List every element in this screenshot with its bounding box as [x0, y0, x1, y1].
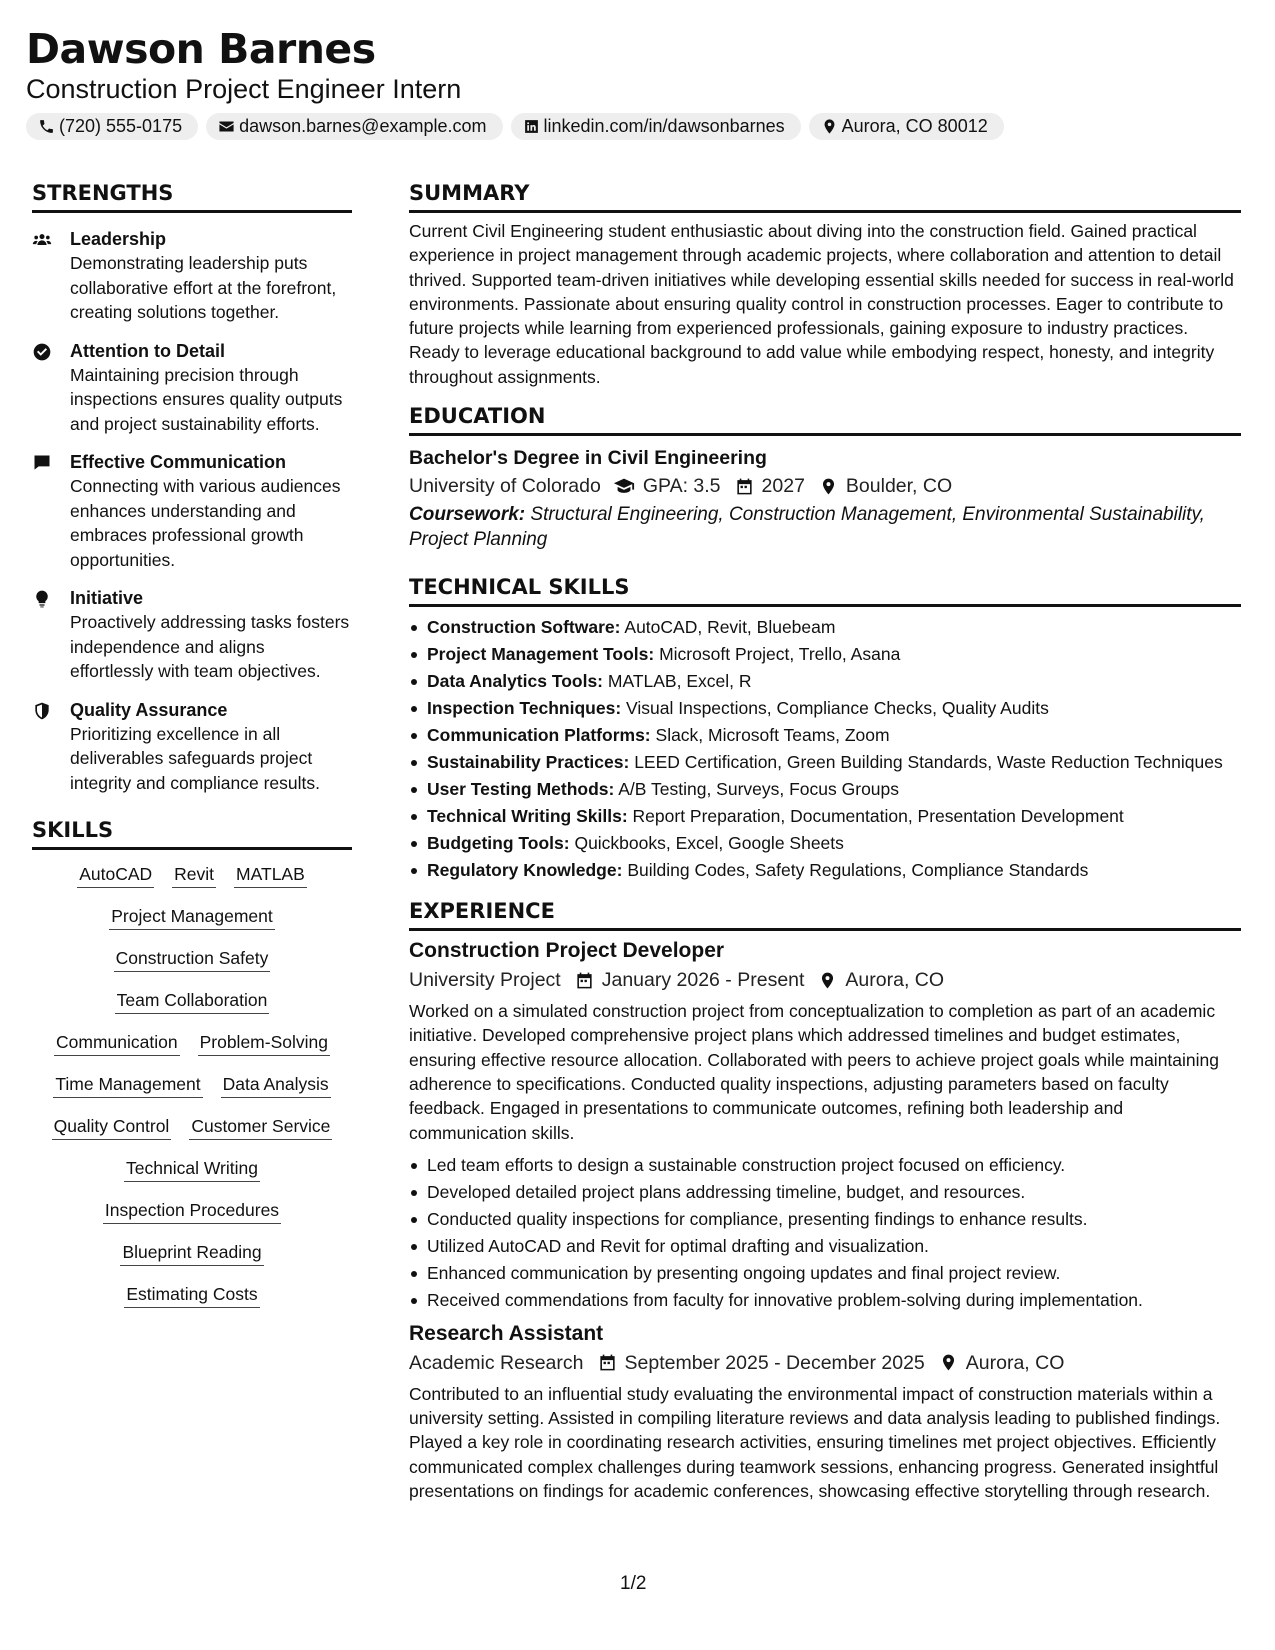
job-dates: September 2025 - December 2025	[624, 1351, 925, 1374]
skill-row	[115, 988, 270, 1014]
skill-tag: Data Analysis	[221, 1072, 331, 1098]
job-title: Construction Project Developer	[409, 939, 725, 963]
skill-tag: Communication	[54, 1030, 180, 1056]
candidate-title: Construction Project Engineer Intern	[26, 74, 462, 104]
location-pin-icon	[818, 971, 837, 990]
list-item	[409, 642, 1241, 666]
contact-location-text: Aurora, CO 80012	[841, 116, 988, 136]
technical-skills-heading: TECHNICAL SKILLS	[409, 572, 1241, 607]
contact-bar	[26, 113, 1250, 140]
school-name: University of Colorado	[409, 475, 601, 498]
skill-row	[124, 1156, 260, 1182]
strengths-heading: STRENGTHS	[32, 178, 352, 213]
degree-title: Bachelor's Degree in Civil Engineering	[409, 447, 767, 470]
skill-row	[54, 1030, 330, 1056]
strength-desc: Prioritizing excellence in all deliverables safeguards project integrity and compliance results.	[70, 723, 320, 793]
job-org: University Project	[409, 969, 561, 992]
strength-desc: Connecting with various audiences enhances understanding and embraces professional growth opportunities.	[70, 476, 341, 570]
skill-category: Data Analytics Tools:	[427, 671, 604, 692]
skill-tag: Customer Service	[189, 1114, 332, 1140]
education-location: Boulder, CO	[845, 475, 953, 498]
coursework	[409, 503, 1241, 552]
job-description: Contributed to an influential study evaluating the environmental impact of construction materials within a university setting. Assisted in compiling literature reviews and data analysis leading to published findings. Played a key role in coordinating research activities, ensuring timelines met project objectives. Efficiently communicated complex challenges during teamwork sessions, enhancing progress. Generated insightful presentations on findings for academic conferences, showcasing effective storytelling through research.	[409, 1383, 1221, 1502]
skill-tag: AutoCAD	[77, 862, 154, 888]
list-item: Enhanced communication by presenting ongoing updates and final project review.	[409, 1261, 1241, 1285]
job-location: Aurora, CO	[845, 969, 945, 992]
strength-desc: Maintaining precision through inspections ensures quality outputs and project sustainability efforts.	[70, 364, 343, 434]
contact-email[interactable]	[206, 113, 502, 140]
skill-category: Construction Software:	[427, 617, 621, 638]
skill-tag: Time Management	[53, 1072, 202, 1098]
candidate-name: Dawson Barnes	[26, 25, 376, 73]
skills-heading: SKILLS	[32, 815, 352, 850]
lightbulb-icon	[32, 589, 52, 609]
strength-item	[32, 339, 352, 437]
skill-values: Visual Inspections, Compliance Checks, Quality Audits	[626, 698, 1049, 719]
skill-category: User Testing Methods:	[427, 779, 615, 800]
skill-category: Communication Platforms:	[427, 725, 651, 746]
skill-tag: Inspection Procedures	[103, 1198, 281, 1224]
strength-item	[32, 450, 352, 572]
contact-location[interactable]	[809, 113, 1004, 140]
skill-row	[120, 1240, 263, 1266]
location-pin-icon	[821, 118, 838, 135]
skill-tag: Technical Writing	[124, 1156, 260, 1182]
coursework-label: Coursework:	[409, 504, 526, 526]
list-item	[409, 750, 1241, 774]
page-number: 1/2	[620, 1573, 647, 1594]
strength-name: Leadership	[70, 229, 167, 249]
job-dates: January 2026 - Present	[601, 969, 805, 992]
strength-name: Initiative	[70, 588, 144, 608]
skill-tag: Team Collaboration	[115, 988, 270, 1014]
list-item	[409, 777, 1241, 801]
contact-phone[interactable]	[26, 113, 198, 140]
strength-item	[32, 227, 352, 325]
list-item: Conducted quality inspections for compliance, presenting findings to enhance results.	[409, 1207, 1241, 1231]
skill-row	[77, 862, 307, 888]
list-item: Utilized AutoCAD and Revit for optimal drafting and visualization.	[409, 1234, 1241, 1258]
list-item	[409, 615, 1241, 639]
left-column	[32, 178, 352, 1324]
skill-values: Microsoft Project, Trello, Asana	[659, 644, 901, 665]
education-heading: EDUCATION	[409, 401, 1241, 436]
graduation-year: 2027	[761, 475, 805, 498]
job-description: Worked on a simulated construction project from conceptualization to completion as part of an academic initiative. Developed comprehensive project plans which addressed timelines and budget estimates, ensuring effective resource allocation. Collaborated with peers to achieve project goals while maintaining adherence to specifications. Conducted quality inspections, adjusting parameters based on faculty feedback. Engaged in presentations to communicate outcomes, refining both leadership and communication skills.	[409, 1001, 1219, 1143]
experience-heading: EXPERIENCE	[409, 896, 1241, 931]
list-item	[409, 723, 1241, 747]
skill-category: Budgeting Tools:	[427, 833, 570, 854]
contact-email-text: dawson.barnes@example.com	[239, 116, 487, 136]
skill-tag: MATLAB	[234, 862, 307, 888]
skill-tag: Project Management	[109, 904, 274, 930]
skill-category: Sustainability Practices:	[427, 752, 630, 773]
education-meta	[409, 471, 1241, 501]
skill-tag: Revit	[172, 862, 216, 888]
linkedin-icon	[523, 118, 540, 135]
job-title: Research Assistant	[409, 1321, 604, 1345]
list-item: Developed detailed project plans addressing timeline, budget, and resources.	[409, 1180, 1241, 1204]
check-circle-icon	[32, 342, 52, 362]
shield-icon	[32, 701, 52, 721]
skill-values: MATLAB, Excel, R	[607, 671, 752, 692]
skill-values: Quickbooks, Excel, Google Sheets	[574, 833, 844, 854]
location-pin-icon	[939, 1353, 958, 1372]
skill-values: Report Preparation, Documentation, Presentation Development	[632, 806, 1124, 827]
job-meta	[409, 965, 1241, 995]
skill-values: Slack, Microsoft Teams, Zoom	[655, 725, 890, 746]
job-bullets	[409, 1153, 1241, 1312]
skill-row	[52, 1114, 333, 1140]
skill-category: Technical Writing Skills:	[427, 806, 628, 827]
list-item: Received commendations from faculty for innovative problem-solving during implementation.	[409, 1288, 1241, 1312]
job-org: Academic Research	[409, 1351, 584, 1374]
strength-desc: Proactively addressing tasks fosters independence and aligns effortlessly with team objectives.	[70, 612, 350, 681]
strength-desc: Demonstrating leadership puts collaborative effort at the forefront, creating solutions together.	[70, 253, 337, 322]
contact-linkedin[interactable]	[511, 113, 801, 140]
skill-tag: Construction Safety	[114, 946, 271, 972]
skill-row	[53, 1072, 330, 1098]
coursework-text: Structural Engineering, Construction Management, Environmental Sustainability, Project Planning	[409, 504, 1205, 550]
strength-item	[32, 698, 352, 796]
strength-name: Quality Assurance	[70, 699, 228, 720]
list-item	[409, 804, 1241, 828]
summary-heading: SUMMARY	[409, 178, 1241, 213]
list-item	[409, 669, 1241, 693]
skill-category: Inspection Techniques:	[427, 698, 622, 719]
skill-values: A/B Testing, Surveys, Focus Groups	[618, 779, 900, 800]
list-item	[409, 831, 1241, 855]
job-entry	[409, 937, 1241, 1312]
calendar-icon	[735, 477, 754, 496]
skill-row	[124, 1282, 259, 1308]
strength-name: Effective Communication	[70, 452, 287, 472]
list-item	[409, 696, 1241, 720]
job-meta	[409, 1348, 1241, 1378]
skill-row	[114, 946, 271, 972]
skill-values: Building Codes, Safety Regulations, Compliance Standards	[627, 860, 1089, 881]
phone-icon	[38, 118, 55, 135]
calendar-icon	[598, 1353, 617, 1372]
summary-text: Current Civil Engineering student enthusiastic about diving into the construction field. Gained practical experience in project management through academic projects, where collaboration and attention to detail thrived. Supported team-driven initiatives while developing essential skills needed for success in real-world environments. Passionate about ensuring quality control in construction processes. Eager to contribute to future projects while learning from experienced professionals, gaining exposure to industry practices. Ready to leverage educational background to add value while embodying respect, honesty, and integrity throughout assignments.	[409, 221, 1234, 387]
strength-name: Attention to Detail	[70, 340, 225, 361]
list-item	[409, 858, 1241, 882]
skill-category: Project Management Tools:	[427, 644, 655, 665]
graduation-cap-icon	[613, 475, 635, 497]
location-pin-icon	[819, 477, 838, 496]
skill-row	[109, 904, 274, 930]
skill-tag: Estimating Costs	[124, 1282, 259, 1308]
skill-tag: Blueprint Reading	[120, 1240, 263, 1266]
calendar-icon	[575, 971, 594, 990]
contact-phone-text: (720) 555-0175	[59, 116, 183, 136]
skill-tag: Problem-Solving	[198, 1030, 330, 1056]
list-item: Led team efforts to design a sustainable construction project focused on efficiency.	[409, 1153, 1241, 1177]
strength-item	[32, 586, 352, 684]
comment-icon	[32, 453, 52, 473]
contact-linkedin-text: linkedin.com/in/dawsonbarnes	[543, 116, 785, 136]
skill-category: Regulatory Knowledge:	[427, 860, 623, 881]
resume-header	[26, 22, 1250, 140]
users-icon	[32, 230, 52, 250]
technical-skills-list	[409, 615, 1241, 882]
right-column	[409, 178, 1241, 1503]
envelope-icon	[218, 118, 235, 135]
skill-values: AutoCAD, Revit, Bluebeam	[624, 617, 836, 638]
job-entry	[409, 1320, 1241, 1503]
gpa-text: GPA: 3.5	[642, 475, 721, 498]
skill-tag: Quality Control	[52, 1114, 172, 1140]
skill-row	[103, 1198, 281, 1224]
job-location: Aurora, CO	[965, 1351, 1065, 1374]
skills-list	[32, 862, 352, 1324]
skill-values: LEED Certification, Green Building Standards, Waste Reduction Techniques	[634, 752, 1223, 773]
